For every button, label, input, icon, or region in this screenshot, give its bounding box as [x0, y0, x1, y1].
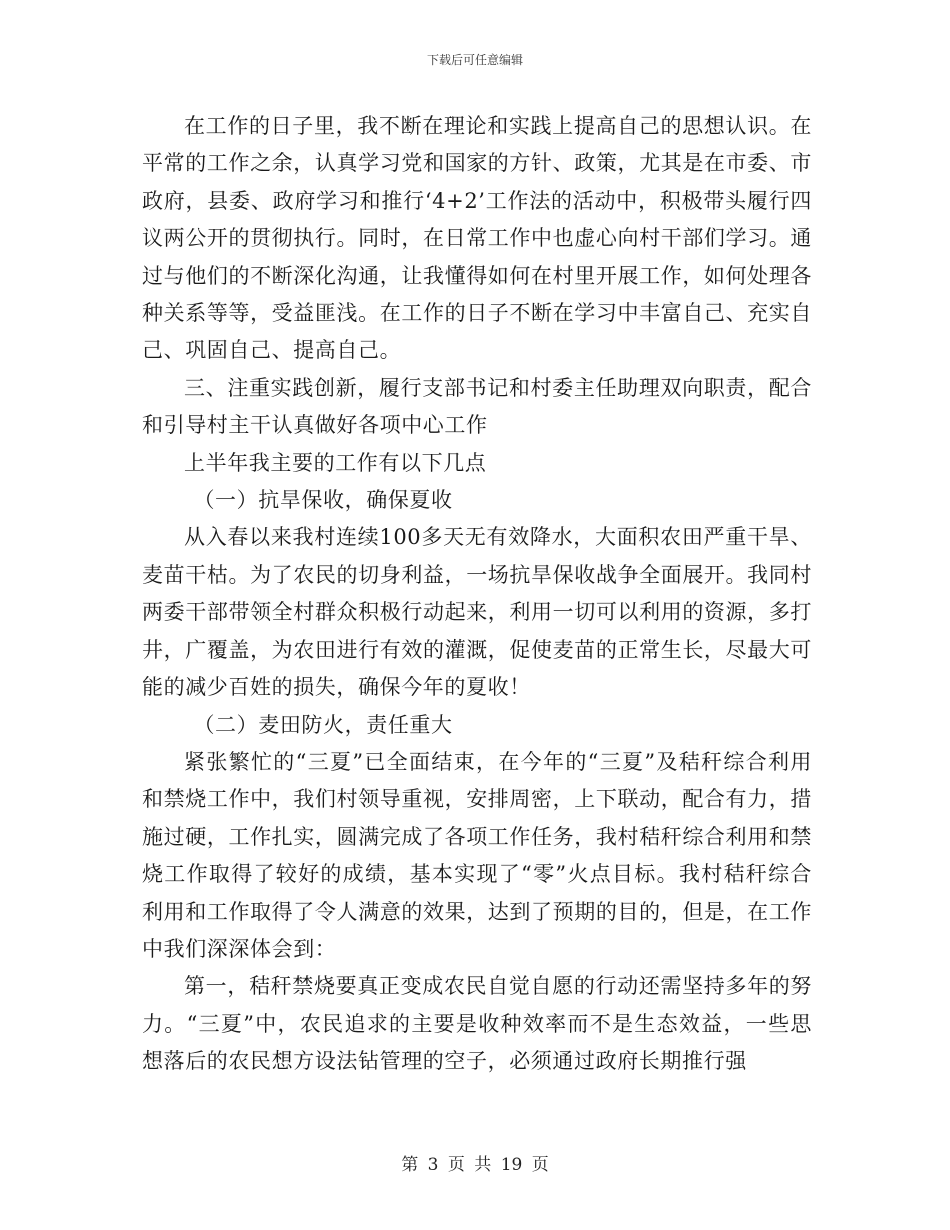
- paragraph-first-point: 第一，秸秆禁烧要真正变成农民自觉自愿的行动还需坚持多年的努力。“三夏”中，农民追求的主要是收种效率而不是生态效益，一些思想落后的农民想方设法钻管理的空子，必须通过政府长期推行强: [142, 974, 812, 1074]
- page-number: 第 3 页 共 19 页: [401, 1155, 549, 1175]
- paragraph-fire-prevention: 紧张繁忙的“三夏”已全面结束，在今年的“三夏”及秸秆综合利用和禁烧工作中，我们村领导重视，安排周密，上下联动，配合有力，措施过硬，工作扎实，圆满完成了各项工作任务，我村秸秆综合利用和禁烧工作取得了较好的成绩，基本实现了“零”火点目标。我村秸秆综合利用和工作取得了令人满意的效果，达到了预期的目的，但是，在工作中我们深深体会到：: [142, 749, 812, 961]
- subheading-two: （二）麦田防火，责任重大: [193, 712, 453, 737]
- paragraph-intro: 上半年我主要的工作有以下几点: [184, 450, 487, 475]
- subheading-one: （一）抗旱保收，确保夏收: [193, 488, 453, 513]
- document-body: [142, 108, 812, 1081]
- paragraph-study: 在工作的日子里，我不断在理论和实践上提高自己的思想认识。在平常的工作之余，认真学习党和国家的方针、政策，尤其是在市委、市政府，县委、政府学习和推行‘4+2’工作法的活动中，积极带头履行四议两公开的贯彻执行。同时，在日常工作中也虚心向村干部们学习。通过与他们的不断深化沟通，让我懂得如何在村里开展工作，如何处理各种关系等等，受益匪浅。在工作的日子不断在学习中丰富自己、充实自己、巩固自己、提高自己。: [142, 114, 812, 363]
- section-heading-three: 三、注重实践创新，履行支部书记和村委主任助理双向职责，配合和引导村主干认真做好各项中心工作: [142, 375, 812, 438]
- page-header: 下载后可任意编辑: [426, 53, 523, 67]
- paragraph-drought: 从入春以来我村连续100多天无有效降水，大面积农田严重干旱、麦苗干枯。为了农民的切身利益，一场抗旱保收战争全面展开。我同村两委干部带领全村群众积极行动起来，利用一切可以利用的资源，多打井，广覆盖，为农田进行有效的灌溉，促使麦苗的正常生长，尽最大可能的减少百姓的损失，确保今年的夏收！: [142, 525, 812, 700]
